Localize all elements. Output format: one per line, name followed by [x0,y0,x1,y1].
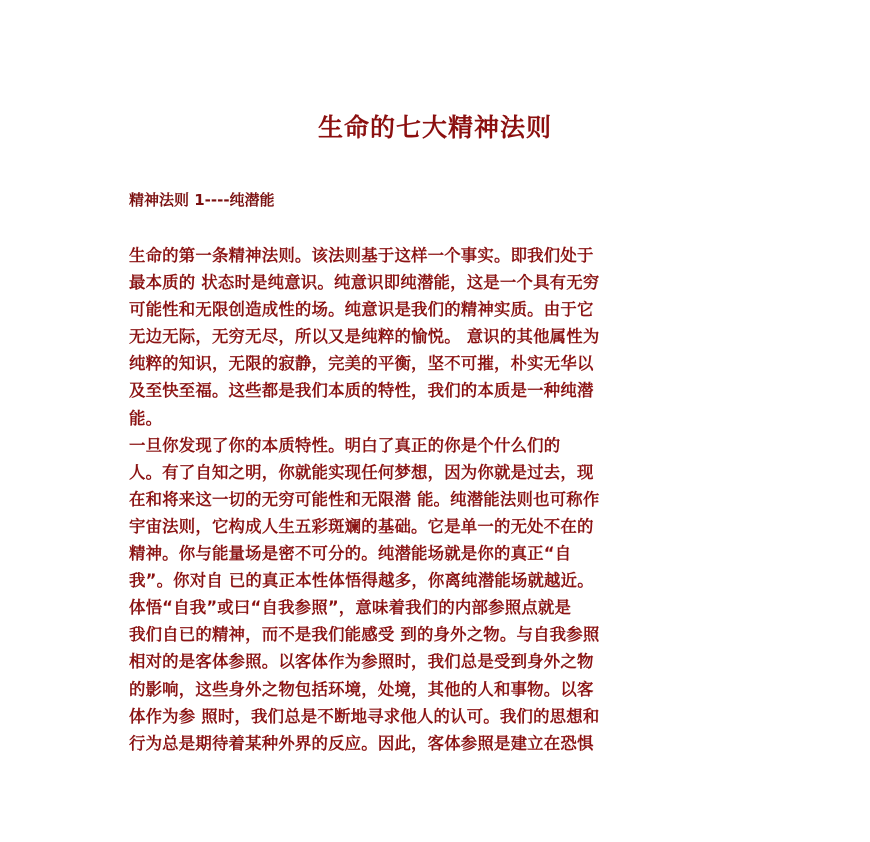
body-line: 一旦你发现了你的本质特性。明白了真正的你是个什么们的 [129,435,561,455]
body-line: 宇宙法则，它构成人生五彩斑斓的基础。它是单一的无处不在的 [129,516,594,536]
document-title: 生命的七大精神法则 [317,113,552,142]
body-line: 在和将来这一切的无穷可能性和无限潜 能。纯潜能法则也可称作 [129,489,600,509]
body-line: 及至快至福。这些都是我们本质的特性，我们的本质是一种纯潜 [129,381,594,401]
body-line: 生命的第一条精神法则。该法则基于这样一个事实。即我们处于 [129,246,594,265]
body-line: 最本质的 状态时是纯意识。纯意识即纯潜能，这是一个具有无穷 [129,273,600,293]
body-line: 的影响，这些身外之物包括环境，处境，其他的人和事物。以客 [129,679,594,699]
body-line: 无边无际，无穷无尽，所以又是纯粹的愉悦。 意识的其他属性为 [129,327,600,347]
body-text [129,242,749,757]
section-heading: 精神法则 1----纯潜能 [129,191,275,209]
body-line: 相对的是客体参照。以客体作为参照时，我们总是受到身外之物 [129,652,594,672]
body-line: 行为总是期待着某种外界的反应。因此，客体参照是建立在恐惧 [129,733,594,753]
body-line: 我们自已的精神，而不是我们能感受 到的身外之物。与自我参照 [129,625,600,645]
body-line: 能。 [129,408,163,428]
body-line: 体悟“自我”或曰“自我参照”，意味着我们的内部参照点就是 [129,598,572,618]
body-line: 纯粹的知识，无限的寂静，完美的平衡，坚不可摧，朴实无华以 [129,354,594,374]
body-line: 体作为参 照时，我们总是不断地寻求他人的认可。我们的思想和 [129,706,600,726]
body-line: 精神。你与能量场是密不可分的。纯潜能场就是你的真正“自 [129,544,572,564]
body-line: 人。有了自知之明，你就能实现任何梦想，因为你就是过去，现 [129,462,594,482]
body-line: 我”。你对自 已的真正本性体悟得越多，你离纯潜能场就越近。 [129,571,594,591]
body-line: 可能性和无限创造成性的场。纯意识是我们的精神实质。由于它 [129,300,594,320]
